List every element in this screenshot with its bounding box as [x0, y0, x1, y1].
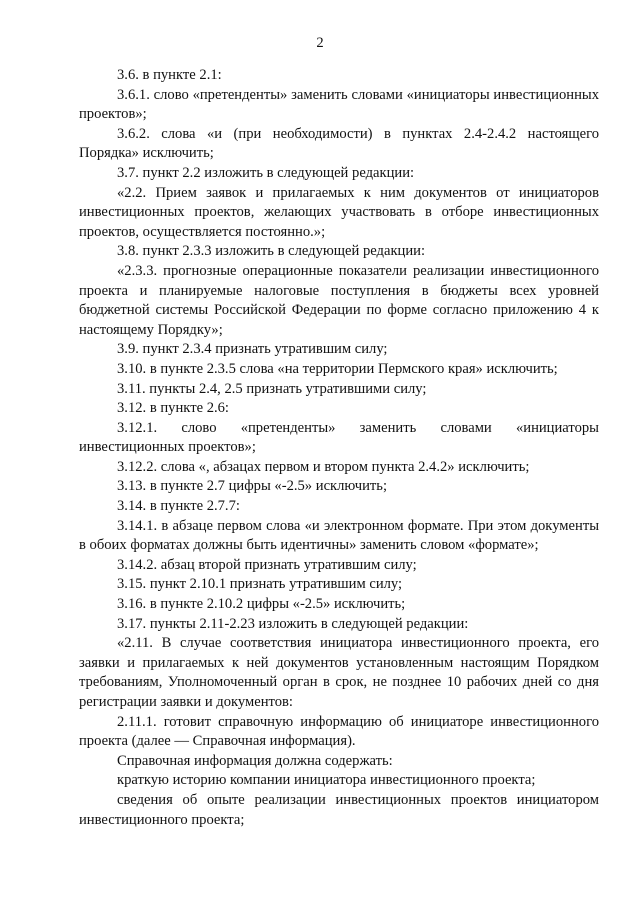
paragraph: краткую историю компании инициатора инвестиционного проекта; — [117, 772, 536, 789]
paragraph: «2.2. Прием заявок и прилагаемых к ним документов от инициаторов инвестиционных проектов, желающих участвовать в отборе инвестиционных проектов, осуществляется постоянно.»; — [79, 184, 599, 240]
paragraph: 3.9. пункт 2.3.4 признать утратившим силу; — [117, 341, 388, 358]
page-number: 2 — [316, 35, 324, 51]
paragraph: 3.11. пункты 2.4, 2.5 признать утратившими силу; — [117, 380, 427, 397]
paragraph: 3.12.1. слово «претенденты» заменить словами «инициаторы инвестиционных проектов»; — [79, 419, 599, 456]
paragraph: сведения об опыте реализации инвестиционных проектов инициатором инвестиционного проекта; — [79, 791, 599, 828]
paragraph: 3.14.2. абзац второй признать утратившим силу; — [117, 556, 417, 573]
paragraph: «2.11. В случае соответствия инициатора инвестиционного проекта, его заявки и прилагаемых к ней документов установленным настоящим Порядком требованиям, Уполномоченный орган в срок, не позднее 10 рабочих дней со дня регистрации заявки и документов: — [79, 635, 599, 710]
paragraph: 3.6. в пункте 2.1: — [117, 67, 222, 83]
paragraph: 3.15. пункт 2.10.1 признать утратившим силу; — [117, 576, 403, 593]
paragraph: 3.10. в пункте 2.3.5 слова «на территории Пермского края» исключить; — [117, 360, 558, 377]
document-body — [79, 66, 599, 830]
paragraph: Справочная информация должна содержать: — [117, 752, 393, 769]
paragraph: 3.12.2. слова «, абзацах первом и втором пункта 2.4.2» исключить; — [117, 458, 530, 475]
paragraph: «2.3.3. прогнозные операционные показатели реализации инвестиционного проекта и планируемые налоговые поступления в бюджеты всех уровней бюджетной системы Российской Федерации по форме согласно приложению 4 к настоящему Порядку»; — [79, 262, 599, 338]
paragraph: 3.14.1. в абзаце первом слова «и электронном формате. При этом документы в обоих форматах должны быть идентичны» заменить словом «формате»; — [79, 517, 599, 554]
paragraph: 3.12. в пункте 2.6: — [117, 400, 229, 417]
paragraph: 2.11.1. готовит справочную информацию об инициаторе инвестиционного проекта (далее — Справочная информация). — [79, 713, 599, 750]
paragraph: 3.13. в пункте 2.7 цифры «-2.5» исключить; — [117, 478, 387, 495]
paragraph: 3.8. пункт 2.3.3 изложить в следующей редакции: — [117, 243, 426, 260]
paragraph: 3.6.1. слово «претенденты» заменить словами «инициаторы инвестиционных проектов»; — [79, 86, 599, 123]
paragraph: 3.7. пункт 2.2 изложить в следующей редакции: — [117, 164, 415, 181]
paragraph: 3.17. пункты 2.11-2.23 изложить в следующей редакции: — [117, 615, 469, 632]
paragraph: 3.16. в пункте 2.10.2 цифры «-2.5» исключить; — [117, 596, 406, 613]
paragraph: 3.14. в пункте 2.7.7: — [117, 498, 240, 515]
paragraph: 3.6.2. слова «и (при необходимости) в пунктах 2.4-2.4.2 настоящего Порядка» исключить; — [79, 125, 599, 162]
